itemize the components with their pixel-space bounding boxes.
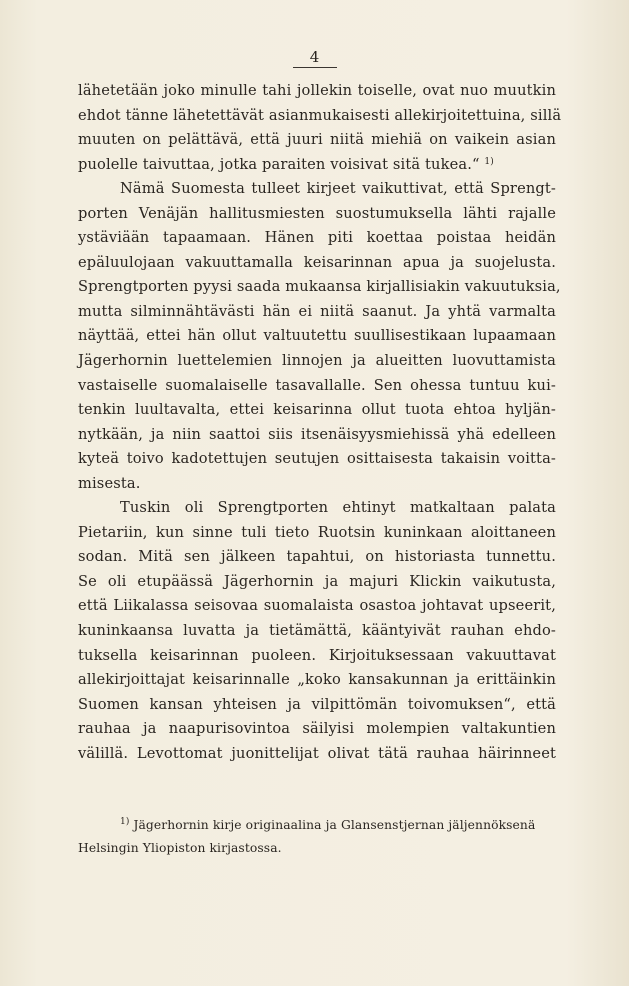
page-number: 4: [309, 48, 320, 66]
footnote-line: [78, 814, 556, 837]
text-line: vastaiselle suomalaiselle tasavallalle. Sen ohessa tuntuu kui-: [78, 376, 556, 394]
text-line: Jägerhornin luettelemien linnojen ja alueitten luovuttamista: [78, 352, 556, 370]
text-line: välillä. Levottomat juonittelijat olivat tätä rauhaa häirinneet: [78, 744, 556, 762]
text-line: Se oli etupäässä Jägerhornin ja majuri Klickin vaikutusta,: [78, 572, 556, 590]
text-line: Pietariin, kun sinne tuli tieto Ruotsin kuninkaan aloittaneen: [78, 523, 556, 541]
text-line: ystäviään tapaamaan. Hänen piti koettaa poistaa heidän: [78, 229, 556, 247]
text-line: kyteä toivo kadotettujen seutujen osittaisesta takaisin voitta-: [78, 450, 556, 468]
text-line: Suomen kansan yhteisen ja vilpittömän toivomuksen“, että: [78, 695, 556, 713]
text-line: rauhaa ja naapurisovintoa säilyisi molempien valtakuntien: [78, 720, 556, 738]
text-line-with-footnote-ref: [78, 153, 556, 178]
text-line: epäluulojaan vakuuttamalla keisarinnan apua ja suojelusta.: [78, 253, 556, 271]
footnote-text: Jägerhornin kirje originaalina ja Glansenstjernan jäljennöksenä: [133, 818, 536, 832]
text-line: allekirjoittajat keisarinnalle „koko kansakunnan ja erittäinkin: [78, 671, 556, 689]
text-line: lähetetään joko minulle tahi jollekin toiselle, ovat nuo muutkin: [78, 82, 556, 99]
text-line: mutta silminnähtävästi hän ei niitä saanut. Ja yhtä varmalta: [78, 302, 556, 320]
text-line: Sprengtporten pyysi saada mukaansa kirjallisiakin vakuutuksia,: [78, 278, 561, 296]
text-line: tenkin luultavalta, ettei keisarinna ollut tuota ehtoa hyljän-: [78, 401, 556, 419]
footnote-line: Helsingin Yliopiston kirjastossa.: [78, 841, 282, 855]
text-line: muuten on pelättävä, että juuri niitä miehiä on vaikein asian: [78, 131, 556, 149]
text-line: porten Venäjän hallitusmiesten suostumuksella lähti rajalle: [78, 204, 556, 222]
text-line-paragraph-start: Nämä Suomesta tulleet kirjeet vaikuttivat, että Sprengt-: [120, 180, 556, 198]
text-line: näyttää, ettei hän ollut valtuutettu suullisestikaan lupaamaan: [78, 327, 556, 345]
body-text: [78, 79, 562, 766]
text-line-paragraph-end: misesta.: [78, 474, 141, 492]
text-line-content: puolelle taivuttaa, jotka paraiten voisivat sitä tukea.“: [78, 155, 480, 173]
text-line: nytkään, ja niin saattoi siis itsenäisyysmiehissä yhä edelleen: [78, 425, 556, 443]
footnotes: [78, 814, 556, 860]
text-line: tuksella keisarinnan puoleen. Kirjoituksessaan vakuuttavat: [78, 646, 556, 664]
text-line: että Liikalassa seisovaa suomalaista osastoa johtavat upseerit,: [78, 597, 556, 615]
page-number-rule: [293, 67, 337, 68]
text-line: sodan. Mitä sen jälkeen tapahtui, on historiasta tunnettu.: [78, 548, 556, 566]
text-line: ehdot tänne lähetettävät asianmukaisesti allekirjoitettuina, sillä: [78, 106, 562, 124]
text-line-paragraph-start: Tuskin oli Sprengtporten ehtinyt matkaltaan palata: [120, 499, 556, 517]
text-line: kuninkaansa luvatta ja tietämättä, kääntyivät rauhan ehdo-: [78, 622, 556, 640]
footnote-marker: 1): [120, 817, 130, 827]
footnote-reference: 1): [484, 156, 494, 167]
